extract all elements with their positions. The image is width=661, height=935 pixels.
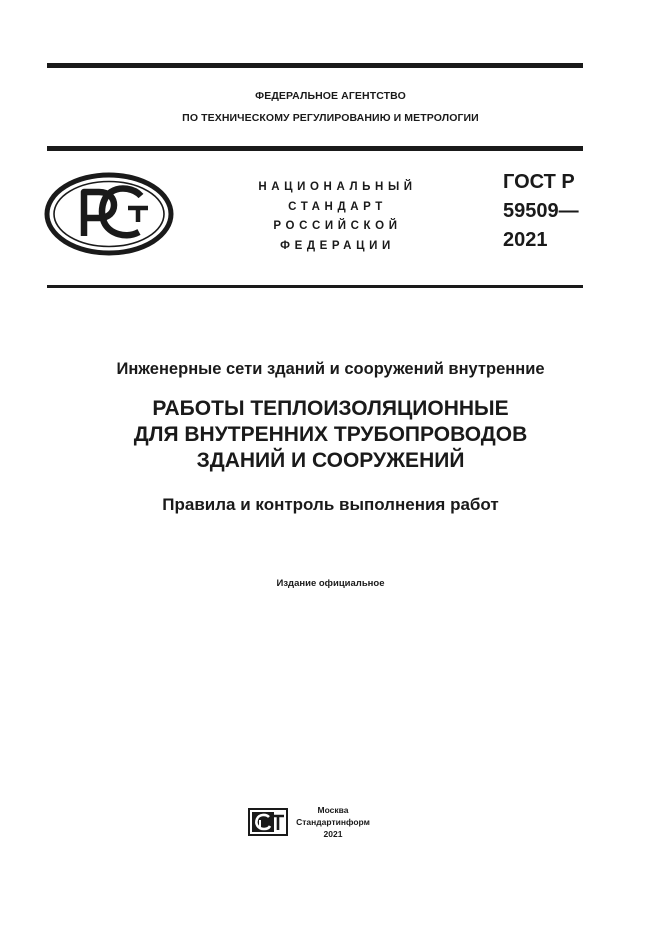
title-block-rule [47, 285, 583, 288]
designation-line-1: ГОСТ Р [503, 171, 575, 193]
title-line-3: ЗДАНИЙ И СООРУЖЕНИЙ [196, 449, 465, 472]
publisher-name: Стандартинформ [296, 817, 370, 827]
standard-type-line-3: РОССИЙСКОЙ [273, 220, 402, 233]
agency-line-1: ФЕДЕРАЛЬНОЕ АГЕНТСТВО [255, 90, 406, 102]
standard-designation [503, 168, 603, 255]
top-rule [47, 63, 583, 68]
designation-line-2: 59509— [503, 200, 579, 222]
document-subtitle: Инженерные сети зданий и сооружений внутренние [116, 360, 545, 378]
standard-type-block [235, 178, 440, 257]
agency-line-2: ПО ТЕХНИЧЕСКОМУ РЕГУЛИРОВАНИЮ И МЕТРОЛОГИИ [182, 112, 479, 124]
publisher-year: 2021 [323, 829, 343, 839]
designation-line-3: 2021 [503, 229, 548, 251]
edition-label: Издание официальное [276, 578, 385, 589]
document-title-sub: Правила и контроль выполнения работ [162, 495, 499, 514]
standard-type-line-1: НАЦИОНАЛЬНЫЙ [258, 181, 417, 193]
publisher-city: Москва [317, 805, 349, 815]
standard-type-line-2: СТАНДАРТ [288, 200, 387, 213]
header-rule [47, 146, 583, 151]
document-title [0, 396, 661, 474]
title-line-1: РАБОТЫ ТЕПЛОИЗОЛЯЦИОННЫЕ [152, 397, 509, 420]
rst-certification-mark-icon [44, 172, 174, 256]
title-line-2: ДЛЯ ВНУТРЕННИХ ТРУБОПРОВОДОВ [133, 423, 528, 446]
publisher-block [290, 804, 376, 840]
standard-type-line-4: ФЕДЕРАЦИИ [280, 240, 395, 253]
standartinform-logo-icon [248, 808, 288, 836]
